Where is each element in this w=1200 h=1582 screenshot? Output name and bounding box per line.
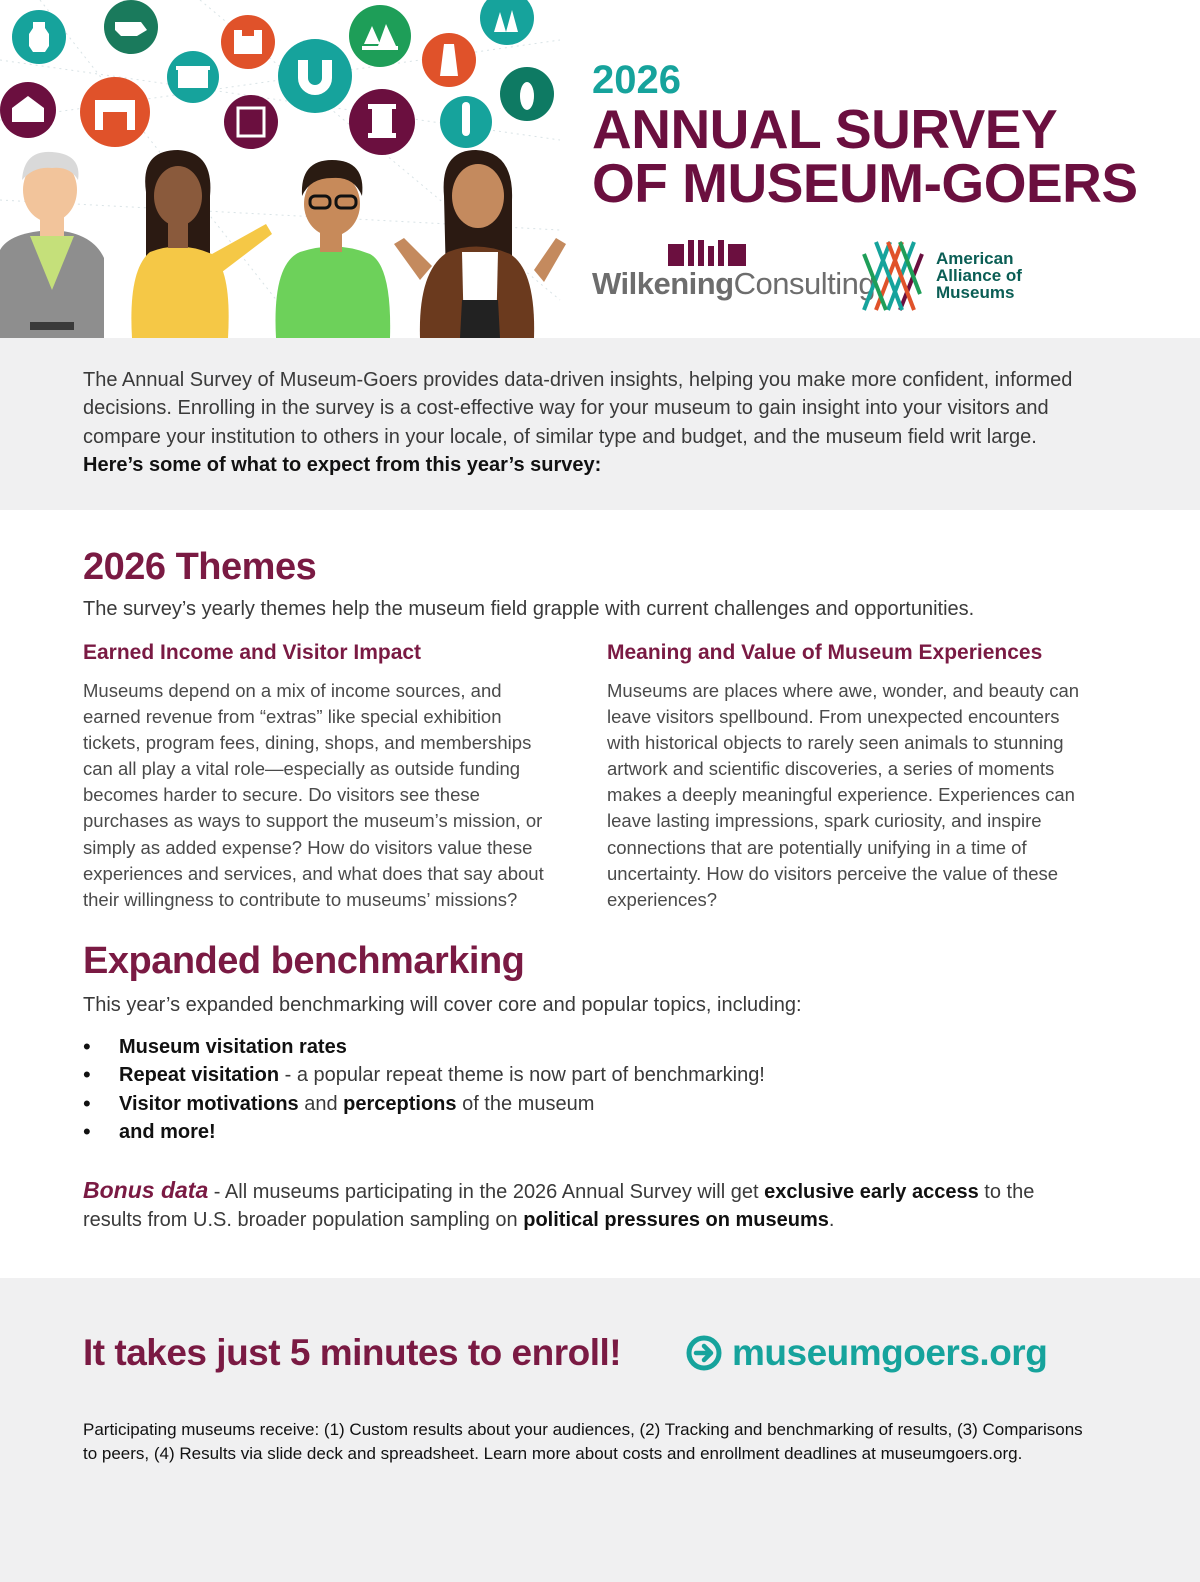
museumgoers-link[interactable]: [686, 1332, 1047, 1374]
intro-text: The Annual Survey of Museum-Goers provides data-driven insights, helping you make more confident, informed decisions. Enrolling in the survey is a cost-effective way for your museum to gain insight into your visitors and compare your institution to others in your locale, of similar type and budget, and the museum field writ large. Here’s some of what to expect from this year’s survey:: [83, 369, 1073, 477]
man-green-figure: [276, 160, 391, 338]
list-item: • Repeat visitation - a popular repeat theme is now part of benchmarking!: [83, 1061, 983, 1089]
header: [0, 0, 1200, 338]
zoo-gate-icon: [80, 77, 150, 147]
art-canvas-icon: [224, 95, 278, 149]
bonus-label: Bonus data: [83, 1177, 209, 1203]
bars-logo-icon: [668, 240, 752, 266]
penguin-icon: [500, 67, 554, 121]
museum-visitors-illustration: [0, 0, 580, 338]
wilkening-wordmark: WilkeningConsulting: [592, 266, 876, 301]
aam-wordmark: American Alliance of Museums: [936, 249, 1022, 302]
museumgoers-url[interactable]: museumgoers.org: [732, 1332, 1048, 1373]
themes-heading: 2026 Themes: [83, 546, 317, 588]
castle-icon: [221, 15, 275, 69]
survey-year: 2026: [592, 58, 681, 102]
benchmarking-lead: This year’s expanded benchmarking will cover core and popular topics, including:: [83, 994, 802, 1016]
list-item: • and more!: [83, 1118, 983, 1146]
title-line-2: OF MUSEUM-GOERS: [592, 152, 1138, 214]
theme-right-heading: Meaning and Value of Museum Experiences: [607, 641, 1043, 664]
column-icon: [349, 89, 415, 155]
enroll-cta: It takes just 5 minutes to enroll!: [83, 1332, 622, 1373]
benchmarking-heading: Expanded benchmarking: [83, 940, 525, 982]
arrow-right-circle-icon: [686, 1335, 722, 1371]
theme-left-heading: Earned Income and Visitor Impact: [83, 641, 422, 664]
dinosaur-skull-icon: [104, 0, 158, 54]
title-line-1: ANNUAL SURVEY: [592, 98, 1058, 160]
aam-lattice-icon: [860, 240, 924, 312]
museum-building-icon: [167, 51, 219, 103]
lighthouse-icon: [422, 33, 476, 87]
forest-icon: [480, 0, 534, 45]
amphora-icon: [12, 10, 66, 64]
aam-logo: [860, 240, 1060, 315]
historic-house-icon: [0, 82, 56, 138]
title-block: [592, 58, 1192, 214]
older-man-figure: [0, 152, 104, 338]
benchmarking-list: [83, 1033, 983, 1147]
list-item: • Visitor motivations and perceptions of the museum: [83, 1090, 983, 1118]
bonus-data-note: Bonus data - All museums participating in the 2026 Annual Survey will get exclusive early access to the results from U.S. broader population sampling on political pressures on museums.: [83, 1177, 1035, 1232]
woman-yellow-figure: [131, 150, 272, 338]
test-tube-icon: [440, 96, 492, 148]
theme-right-body: Museums are places where awe, wonder, and beauty can leave visitors spellbound. From unexpected encounters with historical objects to rarely seen animals to stunning artwork and scientific discoveries, a series of moments makes a deeply meaningful experience. Experiences can leave lasting impressions, spark curiosity, and inspire connections that are potentially unifying in a time of uncertainty. How do visitors perceive the value of these experiences?: [607, 680, 1080, 910]
list-item: • Museum visitation rates: [83, 1033, 983, 1061]
theme-left-body: Museums depend on a mix of income sources, and earned revenue from “extras” like special exhibition tickets, program fees, dining, shops, and memberships can all play a vital role—especially as outside funding becomes harder to secure. Do visitors see these purchases as ways to support the museum’s mission, or simply as added expense? How do visitors value these experiences and services, and what does that say about their willingness to contribute to museums’ missions?: [83, 680, 544, 910]
themes-lead: The survey’s yearly themes help the museum field grapple with current challenges and opportunities.: [83, 598, 975, 620]
magnet-icon: [278, 39, 352, 113]
intro-panel: [0, 338, 1200, 510]
park-trees-icon: [349, 5, 411, 67]
woman-brown-jacket-figure: [394, 150, 566, 338]
fine-print: Participating museums receive: (1) Custom results about your audiences, (2) Tracking and benchmarking of results, (3) Comparisons to peers, (4) Results via slide deck and spreadsheet. Learn more about costs and enrollment deadlines at museumgoers.org.: [83, 1420, 1083, 1463]
wilkening-consulting-logo: [592, 240, 876, 315]
